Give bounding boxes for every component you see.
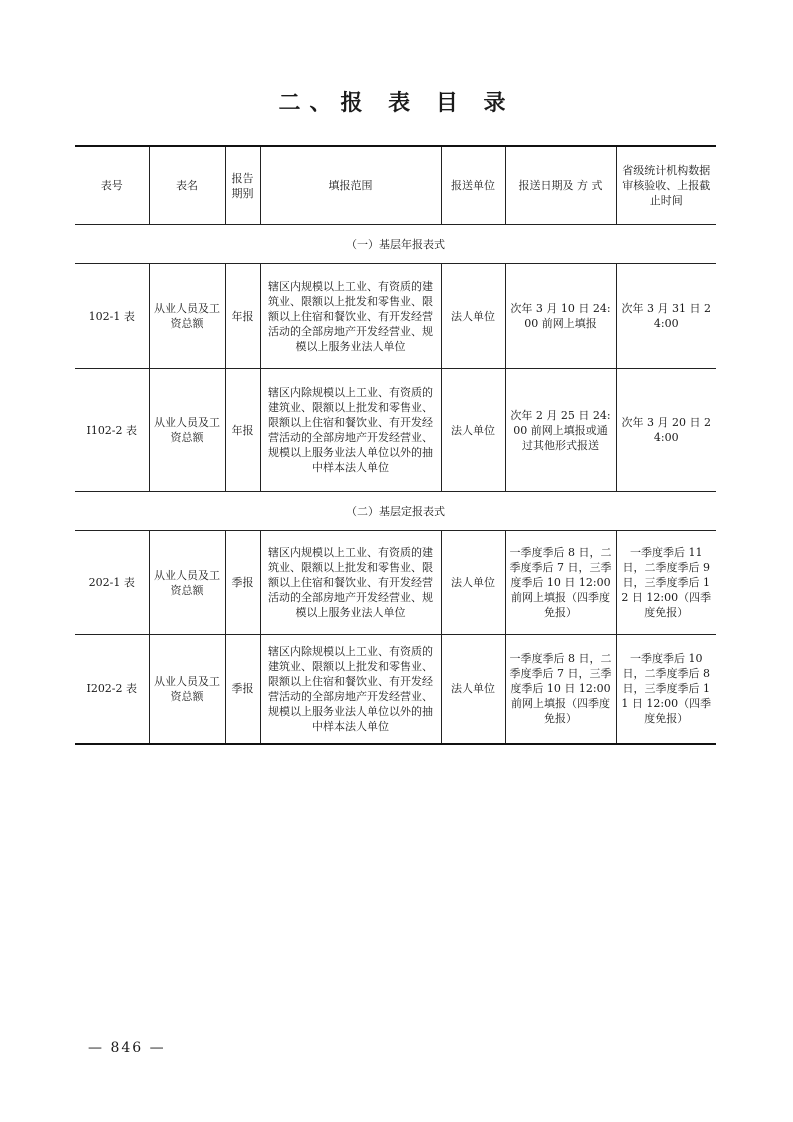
cell-submit: 次年 2 月 25 日 24:00 前网上填报或通过其他形式报送 [505,369,616,492]
cell-deadline: 次年 3 月 31 日 24:00 [616,264,716,369]
page-title: 二、报 表 目 录 [278,91,515,116]
section-row-annual [75,225,716,264]
cell-name: 从业人员及工资总额 [149,531,225,635]
header-name: 表名 [149,146,225,225]
section-label: （一）基层年报表式 [75,225,716,264]
cell-scope: 辖区内除规模以上工业、有资质的建筑业、限额以上批发和零售业、限额以上住宿和餐饮业、有开发经营活动的全部房地产开发经营业、规模以上服务业法人单位以外的抽中样本法人单位 [260,369,441,492]
section-label: （二）基层定报表式 [75,492,716,531]
header-deadline: 省级统计机构数据审核验收、上报截止时间 [616,146,716,225]
cell-submit: 一季度季后 8 日，二季度季后 7 日，三季度季后 10 日 12:00 前网上填报（四季度免报） [505,635,616,744]
cell-deadline: 一季度季后 11 日，二季度季后 9 日，三季度季后 12 日 12:00（四季度免报） [616,531,716,635]
cell-period: 年报 [225,369,260,492]
table-header-row [75,146,716,225]
section-row-periodic [75,492,716,531]
cell-period: 季报 [225,635,260,744]
header-code: 表号 [75,146,149,225]
cell-unit: 法人单位 [441,264,505,369]
cell-submit: 次年 3 月 10 日 24:00 前网上填报 [505,264,616,369]
table-row [75,531,716,635]
cell-code: I102-2 表 [75,369,149,492]
page-number: — 846 — [88,1040,166,1056]
header-submit: 报送日期及 方 式 [505,146,616,225]
cell-scope: 辖区内规模以上工业、有资质的建筑业、限额以上批发和零售业、限额以上住宿和餐饮业、有开发经营活动的全部房地产开发经营业、规模以上服务业法人单位 [260,531,441,635]
cell-code: 202-1 表 [75,531,149,635]
cell-scope: 辖区内除规模以上工业、有资质的建筑业、限额以上批发和零售业、限额以上住宿和餐饮业、有开发经营活动的全部房地产开发经营业、规模以上服务业法人单位以外的抽中样本法人单位 [260,635,441,744]
cell-unit: 法人单位 [441,635,505,744]
report-catalog-table [75,145,716,745]
header-unit: 报送单位 [441,146,505,225]
cell-unit: 法人单位 [441,369,505,492]
cell-code: I202-2 表 [75,635,149,744]
cell-scope: 辖区内规模以上工业、有资质的建筑业、限额以上批发和零售业、限额以上住宿和餐饮业、有开发经营活动的全部房地产开发经营业、规模以上服务业法人单位 [260,264,441,369]
cell-period: 年报 [225,264,260,369]
cell-unit: 法人单位 [441,531,505,635]
cell-deadline: 一季度季后 10 日，二季度季后 8 日，三季度季后 11 日 12:00（四季度免报） [616,635,716,744]
table-row [75,264,716,369]
table-row [75,635,716,744]
cell-period: 季报 [225,531,260,635]
header-period: 报告期别 [225,146,260,225]
header-scope: 填报范围 [260,146,441,225]
cell-code: 102-1 表 [75,264,149,369]
cell-name: 从业人员及工资总额 [149,635,225,744]
cell-name: 从业人员及工资总额 [149,264,225,369]
cell-deadline: 次年 3 月 20 日 24:00 [616,369,716,492]
cell-submit: 一季度季后 8 日，二季度季后 7 日，三季度季后 10 日 12:00 前网上填报（四季度免报） [505,531,616,635]
table-row [75,369,716,492]
cell-name: 从业人员及工资总额 [149,369,225,492]
